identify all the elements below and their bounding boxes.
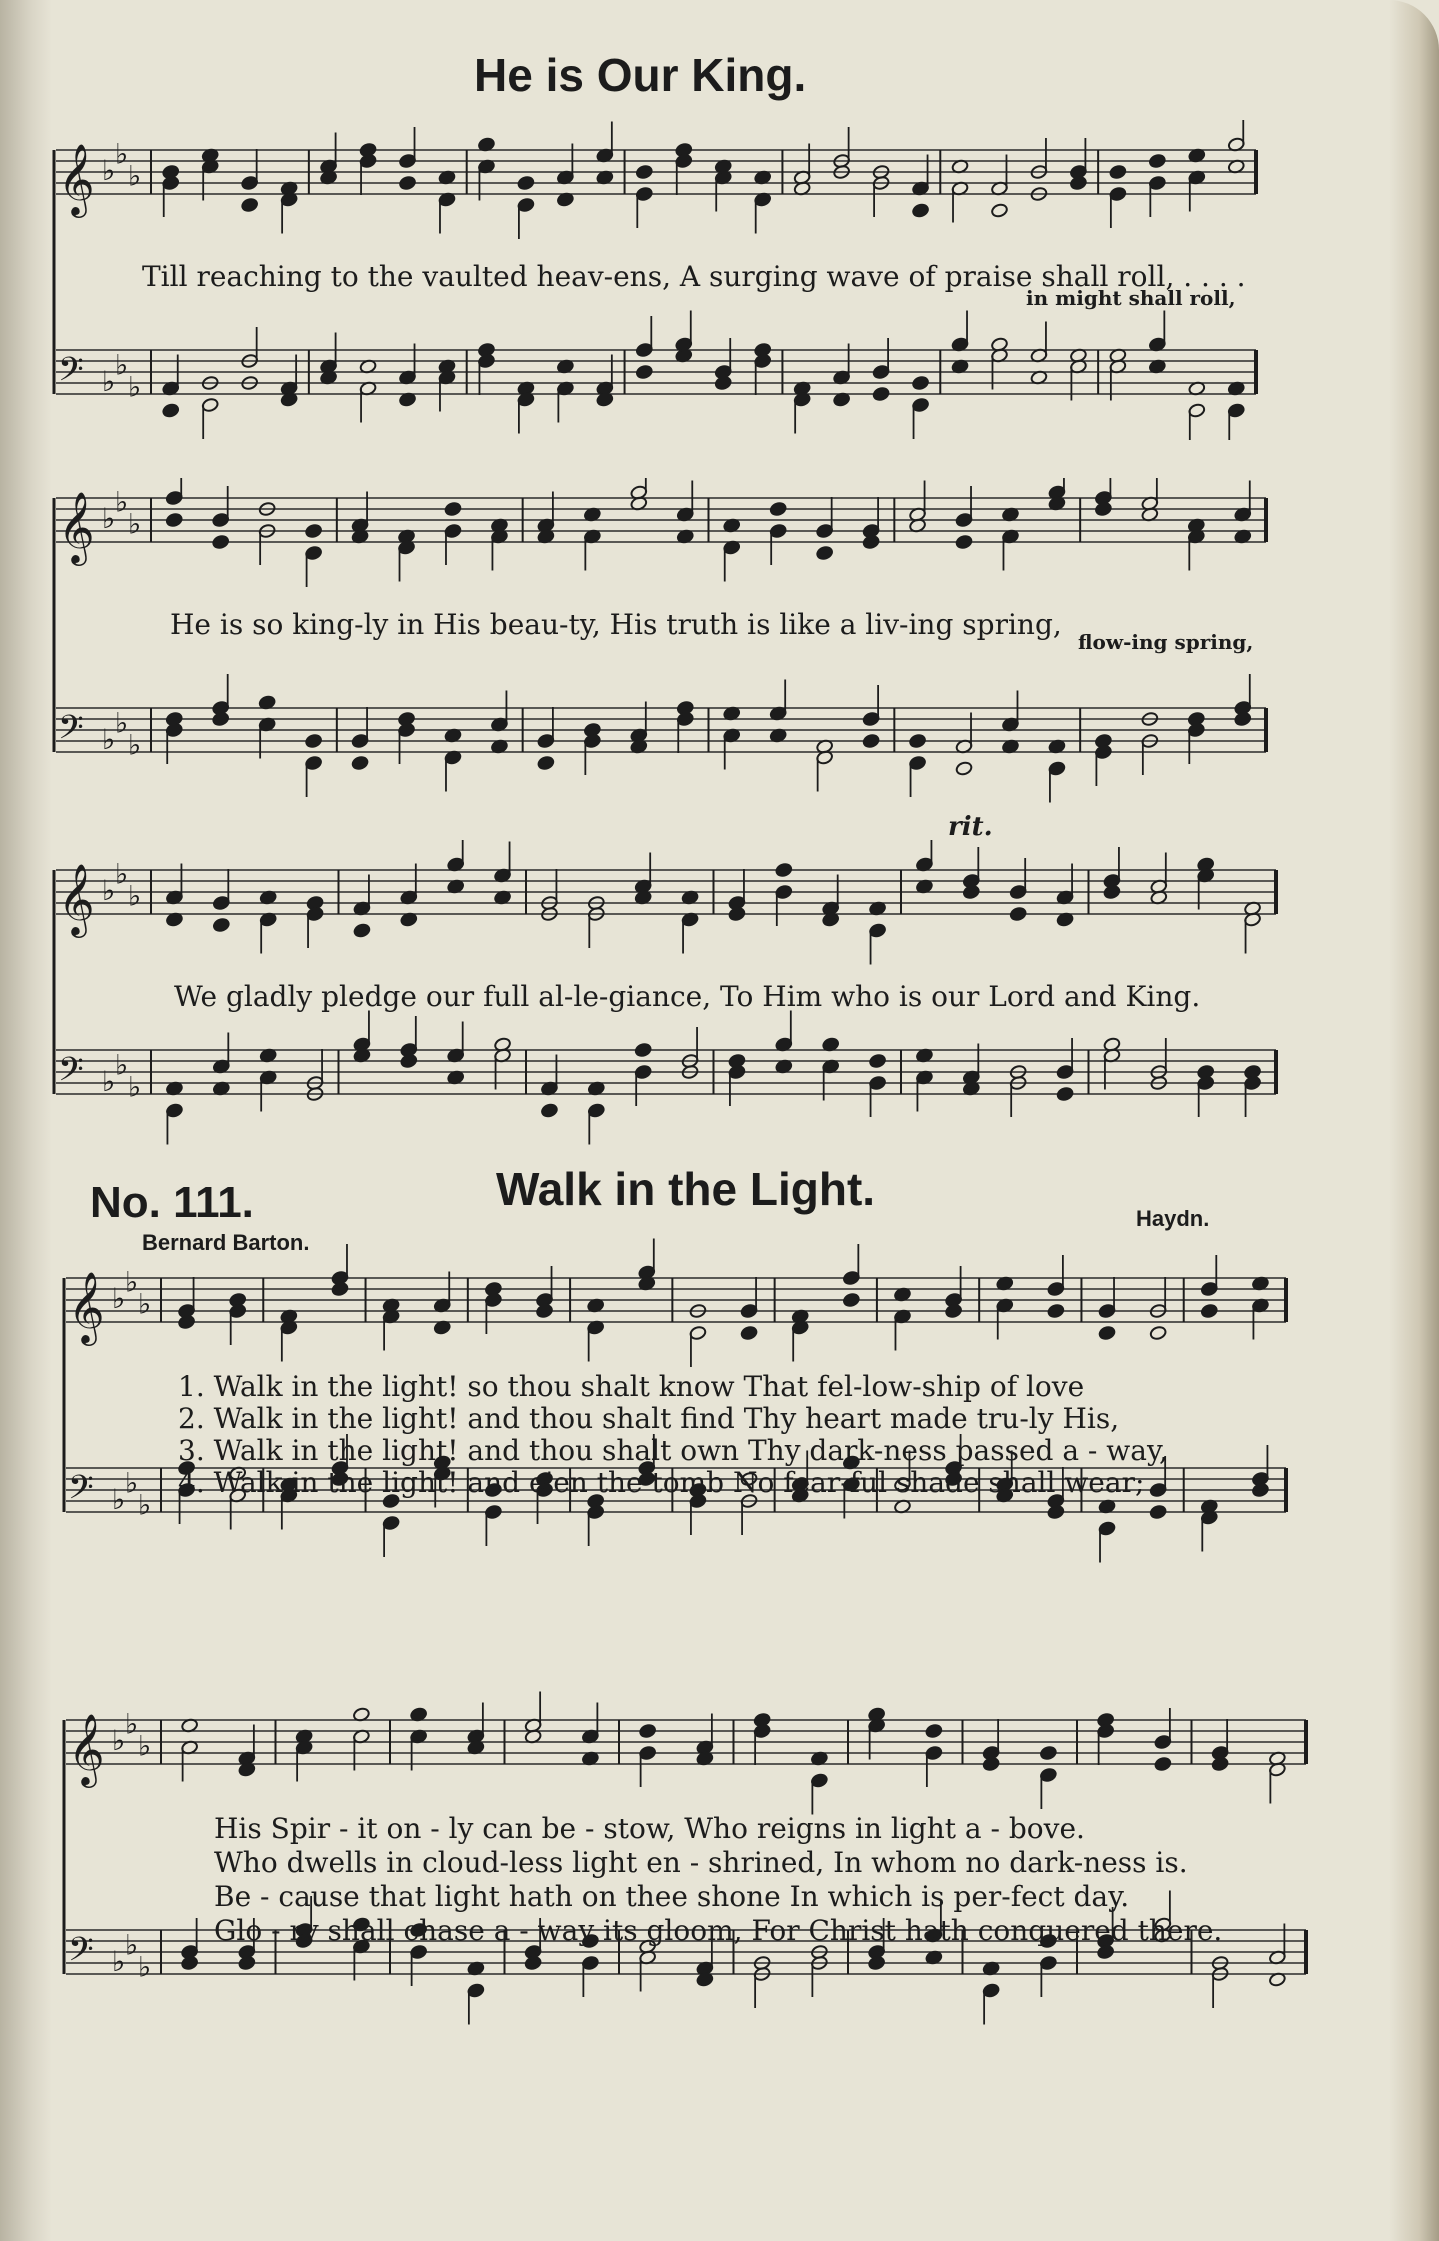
flat-sign: ♭: [112, 1724, 126, 1757]
note-head: [868, 1955, 886, 1970]
treble-clef-icon: 𝄞: [58, 862, 95, 935]
note-head: [399, 175, 417, 190]
note-head: [178, 1314, 196, 1329]
note-head: [842, 1292, 860, 1307]
note-head: [912, 375, 930, 390]
tempo-marking: rit.: [948, 812, 993, 842]
flat-sign: ♭: [115, 857, 129, 891]
flat-sign: ♭: [128, 507, 142, 541]
note-head: [909, 733, 927, 748]
flat-sign: ♭: [125, 1928, 139, 1962]
note-head: [1149, 1325, 1167, 1340]
flat-sign: ♭: [128, 1070, 142, 1104]
flat-sign: ♭: [128, 728, 142, 762]
composer-credit: Haydn.: [1136, 1206, 1210, 1231]
note-head: [769, 501, 787, 516]
note-head: [740, 1325, 758, 1340]
note-head: [536, 1303, 554, 1318]
note-head: [639, 1723, 657, 1738]
note-head: [955, 534, 973, 549]
note-head: [816, 545, 834, 560]
flat-sign: ♭: [112, 1483, 126, 1516]
bass-clef-icon: 𝄢: [58, 709, 84, 755]
note-head: [728, 906, 746, 921]
flat-sign: ♭: [102, 365, 116, 398]
flat-sign: ♭: [112, 1945, 126, 1978]
flat-sign: ♭: [102, 502, 116, 535]
note-head: [982, 1756, 1000, 1771]
verse-line-3: 3. Walk in the light! and thou shalt own Thy dark-ness passed a - way,: [178, 1434, 1168, 1467]
note-head: [1047, 1504, 1065, 1519]
hymn-title: Walk in the Light.: [496, 1163, 876, 1215]
flat-sign: ♭: [138, 1950, 152, 1984]
lyric-alt-line: flow-ing spring,: [1078, 630, 1254, 654]
treble-clef-icon: 𝄞: [58, 490, 95, 563]
note-head: [165, 512, 183, 527]
note-head: [1252, 1482, 1270, 1497]
note-head: [1149, 1504, 1167, 1519]
flat-sign: ♭: [138, 1729, 152, 1763]
note-head: [635, 164, 653, 179]
note-head: [1094, 501, 1112, 516]
note-head: [634, 1042, 652, 1057]
note-head: [238, 1955, 256, 1970]
page-binding-shadow: [0, 0, 52, 2241]
note-head: [872, 386, 890, 401]
note-head: [353, 923, 371, 938]
note-head: [1069, 175, 1087, 190]
flat-sign: ♭: [115, 485, 129, 519]
note-head: [305, 523, 323, 538]
lyric-alt-line: in might shall roll,: [1026, 286, 1236, 310]
flat-sign: ♭: [115, 1048, 129, 1082]
bass-clef-icon: 𝄢: [58, 1051, 84, 1097]
note-head: [331, 1281, 349, 1296]
note-head: [1200, 1303, 1218, 1318]
bass-clef-icon: 𝄢: [68, 1931, 94, 1977]
note-head: [212, 711, 230, 726]
lyric-line: We gladly pledge our full al-le-giance, To Him who is our Lord and King.: [174, 980, 1201, 1013]
note-head: [775, 862, 793, 877]
note-head: [991, 203, 1009, 218]
note-head: [1109, 164, 1127, 179]
note-head: [925, 1723, 943, 1738]
note-head: [162, 403, 180, 418]
note-head: [1056, 1086, 1074, 1101]
flat-sign: ♭: [138, 1287, 152, 1321]
flat-sign: ♭: [128, 370, 142, 404]
note-head: [1098, 1325, 1116, 1340]
verse-line-2: Who dwells in cloud-less light en - shrined, In whom no dark-ness is.: [214, 1846, 1188, 1879]
flat-sign: ♭: [128, 159, 142, 193]
note-head: [1234, 711, 1252, 726]
flat-sign: ♭: [138, 1488, 152, 1522]
note-head: [635, 364, 653, 379]
flat-sign: ♭: [102, 723, 116, 756]
flat-sign: ♭: [125, 1265, 139, 1299]
note-head: [912, 203, 930, 218]
flat-sign: ♭: [115, 137, 129, 171]
flat-sign: ♭: [115, 706, 129, 740]
author-credit: Bernard Barton.: [142, 1230, 310, 1255]
treble-clef-icon: 𝄞: [68, 1270, 105, 1343]
note-head: [1039, 1745, 1057, 1760]
flat-sign: ♭: [102, 154, 116, 187]
note-head: [212, 917, 230, 932]
flat-sign: ♭: [125, 1707, 139, 1741]
flat-sign: ♭: [125, 1466, 139, 1500]
verse-line-1: His Spir - it on - ly can be - stow, Who reigns in light a - bove.: [214, 1812, 1085, 1845]
note-head: [1009, 906, 1027, 921]
note-head: [1148, 153, 1166, 168]
note-head: [241, 197, 259, 212]
note-head: [305, 733, 323, 748]
note-head: [524, 1955, 542, 1970]
treble-clef-icon: 𝄞: [68, 1712, 105, 1785]
hymn-title: He is Our King.: [474, 49, 807, 101]
note-head: [517, 175, 535, 190]
treble-clef-icon: 𝄞: [58, 142, 95, 215]
note-head: [962, 884, 980, 899]
note-head: [212, 534, 230, 549]
flat-sign: ♭: [112, 1282, 126, 1315]
verse-line-3: Be - cause that light hath on thee shone In which is per-fect day.: [214, 1880, 1130, 1913]
note-head: [400, 1053, 418, 1068]
note-head: [1154, 1756, 1172, 1771]
note-head: [351, 755, 369, 770]
note-head: [1047, 1303, 1065, 1318]
note-head: [862, 733, 880, 748]
note-head: [869, 1053, 887, 1068]
verse-line-4: Glo - ry shall chase a - way its gloom, For Christ hath conquered there.: [214, 1914, 1223, 1947]
note-head: [714, 375, 732, 390]
lyric-line: Till reaching to the vaulted heav-ens, A surging wave of praise shall roll, . . . .: [142, 260, 1246, 293]
flat-sign: ♭: [102, 874, 116, 907]
flat-sign: ♭: [102, 1065, 116, 1098]
music-system-2: [50, 478, 1280, 898]
verse-line-2: 2. Walk in the light! and thou shalt find Thy heart made tru-ly His,: [178, 1402, 1120, 1435]
note-head: [862, 534, 880, 549]
page-edge: [1389, 0, 1439, 2241]
note-head: [1103, 884, 1121, 899]
hymn-number: No. 111.: [90, 1178, 254, 1227]
flat-sign: ♭: [128, 879, 142, 913]
note-head: [537, 755, 555, 770]
lyric-line: He is so king-ly in His beau-ty, His truth is like a liv-ing spring,: [170, 608, 1062, 641]
bass-clef-icon: 𝄢: [58, 351, 84, 397]
note-head: [541, 1103, 559, 1118]
flat-sign: ♭: [115, 348, 129, 382]
bass-clef-icon: 𝄢: [68, 1469, 94, 1515]
note-head: [945, 1303, 963, 1318]
note-head: [181, 1955, 199, 1970]
verse-line-1: 1. Walk in the light! so thou shalt know That fel-low-ship of love: [178, 1370, 1085, 1403]
verse-line-4: 4. Walk in the light! and e'en the tomb No fear-ful shade shall wear;: [178, 1466, 1145, 1499]
note-head: [955, 761, 973, 776]
note-head: [1211, 1756, 1229, 1771]
note-head: [444, 501, 462, 516]
